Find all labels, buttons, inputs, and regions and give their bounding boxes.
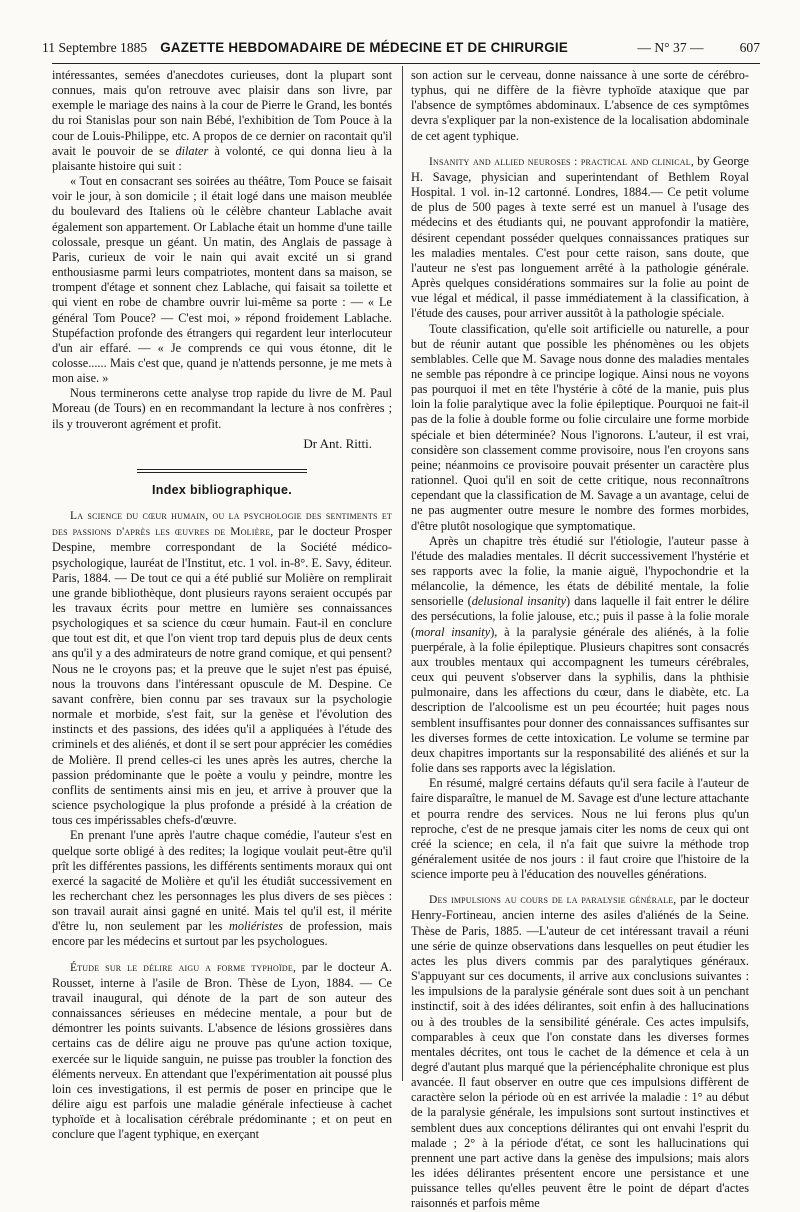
entry-title: Insanity and allied neuroses : practical and clinical, <box>429 155 694 168</box>
bibliography-entry: Insanity and allied neuroses : practical and clinical, by George H. Savage, physician and superintendant of Bethlem Royal Hospital. 1 vol. in-12 cartonné. Londres, 1884.— Ce petit volume de plus de 500 pages à texte serré est un manuel à l'usage des médecins et des étudiants qui, ne pouvant approfondir la matière, désirent cependant posséder quelques connaissances pratiques sur les maladies mentales. C'est pour cette raison, sans doute, que l'auteur ne s'est pas longuement arrêté à la pathologie générale. Après quelques considérations sommaires sur la folie au point de vue légal et médical, il passe immédiatement à la classification, à l'étude des causes, pour arriver aussitôt à la pathologie spéciale. <box>411 153 749 321</box>
journal-title: GAZETTE HEBDOMADAIRE DE MÉDECINE ET DE CHIRURGIE <box>160 40 569 55</box>
running-header <box>42 40 760 62</box>
paragraph: intéressantes, semées d'anecdotes curieuses, dont la plupart sont connues, mais qu'on retrouve avec plaisir dans son livre, par exemple le mariage des nains à la cour de Pierre le Grand, les bontés du roi Stanislas pour son nain Bébé, l'exhibition de Tom Pouce à la cour de Louis-Philippe, etc. A propos de ce dernier on racontait qu'il avait le pouvoir de se dilater à volonté, ce qui donna lieu à la plaisante histoire qui suit : <box>52 68 392 173</box>
paragraph: En résumé, malgré certains défauts qu'il sera facile à l'auteur de faire disparaître, le manuel de M. Savage est d'une lecture attachante et pourra rendre des services. Nous ne lui ferons plus qu'un reproche, c'est de ne presque jamais citer les noms de ceux qui ont créé la science; en cela, il n'a fait que suivre la méthode trop généralement usitée de nos jours : il faut croire que l'histoire de la science importe peu à l'éducation des nouvelles générations. <box>411 776 749 882</box>
page-number: 607 <box>739 40 760 55</box>
signature: Dr Ant. Ritti. <box>303 435 372 451</box>
paragraph: Nous terminerons cette analyse trop rapide du livre de M. Paul Moreau (de Tours) en en recommandant la lecture à nos confrères ; ils y trouveront agrément et profit. <box>52 386 392 431</box>
paragraph: son action sur le cerveau, donne naissance à une sorte de cérébro-typhus, qui ne diffère de la fièvre typhoïde ataxique que par l'absence de symptômes abdominaux. L'absence de ces symptômes devra s'expliquer par la non-existence de la localisation abdominale de cet agent typhique. <box>411 68 749 143</box>
header-rule <box>52 63 760 64</box>
entry-title: La science du cœur humain, ou la psychologie des sentiments et des passions d'après les œuvres de Molière, <box>52 510 392 539</box>
bibliography-entry: Des impulsions au cours de la paralysie générale, par le docteur Henry-Fortineau, ancien interne des asiles d'aliénés de la Seine. Thèse de Paris, 1885. —L'auteur de cet intéressant travail a réuni une série de quinze observations dans lesquelles on peut étudier les actes les plus divers commis par des paralytiques généraux. S'appuyant sur ces documents, il arrive aux conclusions suivantes : les impulsions de la paralysie générale sont dues soit à un penchant instinctif, soit à des idées délirantes, soit enfin à des hallucinations ou à des troubles de la sensibilité générale. Ces actes impulsifs, comparables à ceux que l'on constate dans les diverses formes mentales décrites, ont tous le cachet de la démence et cela à un degré d'autant plus marqué que la périencéphalite chronique est plus avancée. Il faut observer en outre que ces impulsions diffèrent de caractère selon la période où en est arrivée la maladie : 1° au début de la paralysie générale, les impulsions sont surtout instinctives et semblent dues aux conceptions délirantes qui ont envahi l'esprit du malade ; 2° à la période d'état, ce sont les hallucinations qui prennent une part active dans la genèse des impulsions; mais alors les idées délirantes présentent encore une persistance et une puissance telles qu'elles peuvent être le point de départ d'actes raisonnés et parfois même <box>411 892 750 1211</box>
paragraph: Après un chapitre très étudié sur l'étiologie, l'auteur passe à l'étude des maladies mentales. Il décrit successivement l'hystérie et ses rapports avec la folie, la manie aiguë, l'hypochondrie et la mélancolie, la démence, les états de débilité mentale, la folie sensorielle (delusional insanity) dans laquelle il fait entrer le délire des persécutions, la folie jalouse, etc.; puis il passe à la folie morale (moral insanity), à la paralysie générale des aliénés, à la folie puerpérale, à la folie épileptique. Plusieurs chapitres sont consacrés aux troubles mentaux qui accompagnent les tumeurs cérébrales, ceux qui peuvent s'observer dans la syphilis, dans la phthisie pulmonaire, dans les affections du cœur, dans le diabète, etc. La description de l'alcoolisme est un peu écourtée; huit pages nous semblent insuffisantes pour donner des connaissances suffisantes sur les diverses formes de cette intoxication. Le volume se termine par deux chapitres importants sur la responsabilité des aliénés et sur la folie dans ses rapports avec la législation. <box>411 533 749 776</box>
column-divider <box>402 66 403 1081</box>
section-heading: Index bibliographique. <box>152 482 292 497</box>
bibliography-entry: La science du cœur humain, ou la psychologie des sentiments et des passions d'après les œuvres de Molière, par le docteur Prosper Despine, membre correspondant de la Société médico-psychologique, lauréat de l'Institut, etc. 1 vol. in-8°. E. Savy, éditeur. Paris, 1884. — De tout ce qui a été publié sur Molière on remplirait une grande bibliothèque, dont plusieurs rayons seraient occupés par les travaux écrits pour mettre en lumière ses connaissances psychologiques et sa science du cœur humain. Faut-il en conclure que tout est dit, et que l'on vient trop tard depuis plus de deux cents ans qu'il y a des admirateurs de notre grand comique, et qui pensent? Nous ne le croyons pas; et la preuve que le sujet n'est pas épuisé, nous la trouvons dans l'intéressant opuscule de M. Despine. Ce savant confrère, bien connu par ses travaux sur la psychologie normale et morbide, s'est fait, sur la genèse et l'évolution des instincts et des passions, des idées qu'il a appliquées à l'étude des criminels et des aliénés, et dont il se sert pour apprécier les comédies de Molière. Il prend celles-ci les unes après les autres, cherche la passion prédominante que le poète a voulu y peindre, montre les conflits de sentiments ainsi mis en jeu, et arrive à prouver que la science psychologique la plus profonde a présidé à la création de tous ces impérissables chefs-d'œuvre. <box>52 510 392 828</box>
paragraph: « Tout en consacrant ses soirées au théâtre, Tom Pouce se faisait voir le jour, à son domicile ; il était logé dans une maison meublée du boulevard des Italiens où le célèbre chanteur Lablache avait également son appartement. Or Lablache était un homme d'une taille colossale, presque un géant. Un matin, des Anglais de passage à Paris, curieux de voir le nain qui avait excité un si grand enthousiasme parmi leurs compatriotes, montent dans sa maison, se trompent d'étage et sonnent chez Lablache, qui faisait sa toilette et qui vient en robe de chambre ouvrir lui-même sa porte : — « Le général Tom Pouce? — C'est moi, » répond froidement Lablache. Stupéfaction profonde des étrangers qui regardent leur interlocuteur d'un air effaré. — « Je comprends ce qui vous étonne, dit le colosse...... Mais c'est que, quand je n'attends personne, je me mets à mon aise. » <box>52 174 392 386</box>
section-rule <box>137 469 307 473</box>
entry-title: Étude sur le délire aigu a forme typhoïde, <box>70 961 297 974</box>
bibliography-entry: Étude sur le délire aigu a forme typhoïde, par le docteur A. Rousset, interne à l'asile de Bron. Thèse de Lyon, 1884. — Ce travail inaugural, qui dénote de la part de son auteur des connaissances sérieuses en médecine mentale, a pour but de démontrer les points suivants. L'absence de lésions grossières dans certains cas de délire aigu ne prouve pas qu'une action toxique, exercée sur le liquide sanguin, ne puisse pas troubler la fonction des éléments nerveux. En attendant que l'expérimentation ait poussé plus loin ces investigations, il est permis de poser en principe que le délire aigu est parfois une maladie générale infectieuse à cachet typhoïde et à localisation cérébrale prédominante ; et on peut en conclure que l'agent typhique, en exerçant <box>52 959 393 1142</box>
paragraph: Toute classification, qu'elle soit artificielle ou naturelle, a pour but de réunir autant que possible les phénomènes ou les objets semblables. Celle que M. Savage nous donne des maladies mentales ne semble pas répondre à ce principe logique. Ainsi nous ne voyons pas pourquoi il met en tête l'hystérie à côté de la manie, puis plus loin la folie paralytique avec la folie épileptique. Pourquoi ne fait-il pas de la folie à double forme ou folie circulaire une forme morbide spéciale et bien déterminée? Nous l'ignorons. L'auteur, il est vrai, considère son classement comme provisoire, nous l'en croyons sans peine; néanmoins ce provisoire pouvait présenter un caractère plus rationnel. Quoi qu'il en soit de cette critique, nous reconnaîtrons cependant que la classification de M. Savage a un avantage, celui de ne pas augmenter outre mesure le nombre des formes morbides, d'être plutôt nosologique que symptomatique. <box>411 321 749 533</box>
right-column <box>411 68 750 1211</box>
left-column <box>52 68 393 1142</box>
header-date: 11 Septembre 1885 <box>42 40 148 55</box>
paragraph: En prenant l'une après l'autre chaque comédie, l'auteur s'est en quelque sorte obligé à des redites; la logique voulait peut-être qu'il prît les différentes passions, les différents sentiments moraux qui ont exercé la sagacité de Molière et qu'il les étudiât successivement en les recherchant chez les personnages les plus divers de ses pièces : son travail aurait ainsi gagné en unité. Mais tel qu'il est, il mérite d'être lu, non seulement par les moliéristes de profession, mais encore par les médecins et surtout par les psychologues. <box>52 828 392 949</box>
issue-number: — N° 37 — <box>637 40 704 55</box>
entry-title: Des impulsions au cours de la paralysie générale, <box>429 894 677 907</box>
